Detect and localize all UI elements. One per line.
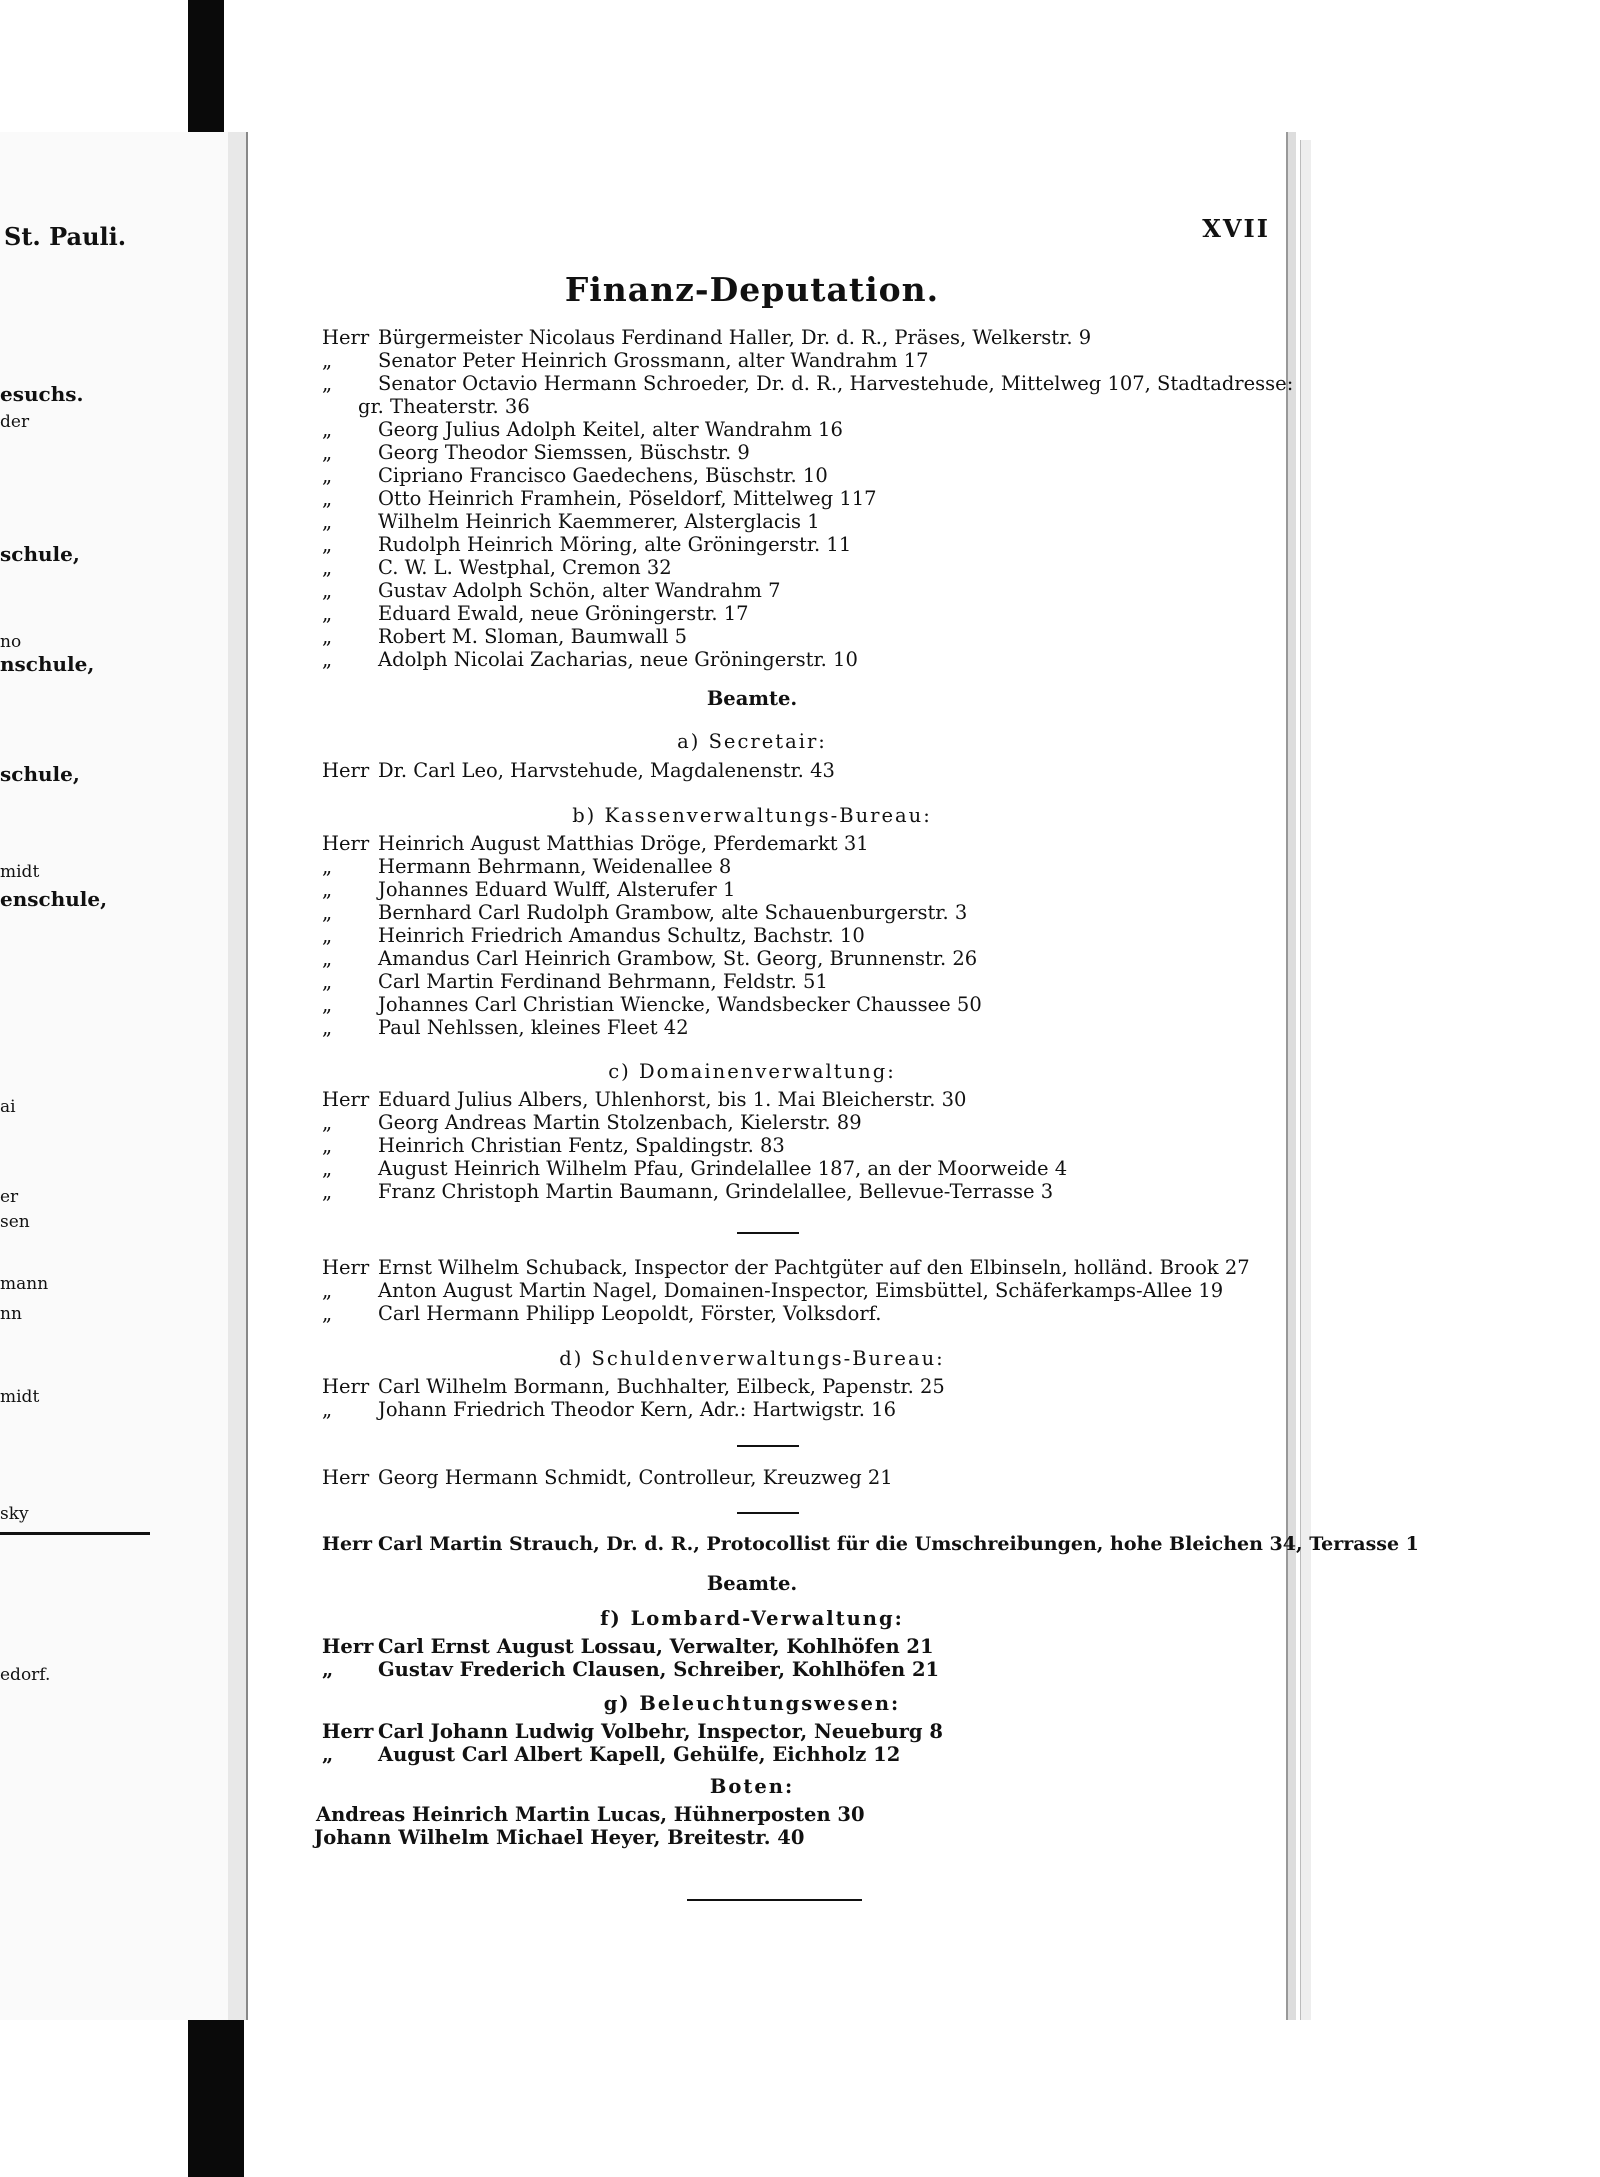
member-line: „ Eduard Ewald, neue Gröningerstr. 17 bbox=[322, 602, 749, 625]
scan-binding-top bbox=[188, 0, 224, 135]
beamte-heading: Beamte. bbox=[706, 687, 798, 710]
end-rule bbox=[687, 1899, 862, 1901]
member-line: „ Georg Theodor Siemssen, Büschstr. 9 bbox=[322, 441, 750, 464]
left-fragment: nschule, bbox=[0, 652, 95, 676]
left-divider bbox=[0, 1532, 150, 1535]
left-fragment: schule, bbox=[0, 542, 80, 566]
section-c-line: Herr Ernst Wilhelm Schuback, Inspector der Pachtgüter auf den Elbinseln, holländ. Brook 27 bbox=[322, 1256, 1250, 1279]
section-d-line: „ Johann Friedrich Theodor Kern, Adr.: Hartwigstr. 16 bbox=[322, 1398, 896, 1421]
section-f-line: Herr Carl Ernst August Lossau, Verwalter, Kohlhöfen 21 bbox=[322, 1635, 934, 1658]
member-line: „ C. W. L. Westphal, Cremon 32 bbox=[322, 556, 672, 579]
member-line: „ Senator Octavio Hermann Schroeder, Dr. d. R., Harvestehude, Mittelweg 107, Stadtadresse: bbox=[322, 372, 1294, 395]
section-a-line: Herr Dr. Carl Leo, Harvstehude, Magdalenenstr. 43 bbox=[322, 759, 835, 782]
left-fragment: midt bbox=[0, 1387, 40, 1407]
section-divider bbox=[737, 1232, 799, 1234]
section-b-line: „ Bernhard Carl Rudolph Grambow, alte Schauenburgerstr. 3 bbox=[322, 901, 968, 924]
section-b-line: „ Paul Nehlssen, kleines Fleet 42 bbox=[322, 1016, 689, 1039]
section-b-line: Herr Heinrich August Matthias Dröge, Pferdemarkt 31 bbox=[322, 832, 869, 855]
left-fragment: sky bbox=[0, 1504, 29, 1524]
section-b-line: „ Johannes Carl Christian Wiencke, Wandsbecker Chaussee 50 bbox=[322, 993, 982, 1016]
left-fragment: St. Pauli. bbox=[4, 222, 127, 251]
boten-line: Johann Wilhelm Michael Heyer, Breitestr. 40 bbox=[314, 1826, 805, 1849]
left-fragment: esuchs. bbox=[0, 382, 84, 406]
member-line: „ Rudolph Heinrich Möring, alte Gröningerstr. 11 bbox=[322, 533, 852, 556]
left-fragment: no bbox=[0, 632, 22, 652]
left-fragment: er bbox=[0, 1187, 19, 1207]
section-b-line: „ Johannes Eduard Wulff, Alsterufer 1 bbox=[322, 878, 736, 901]
member-line: „ Senator Peter Heinrich Grossmann, alter Wandrahm 17 bbox=[322, 349, 929, 372]
right-page bbox=[246, 132, 1419, 2020]
section-c-line: „ Heinrich Christian Fentz, Spaldingstr. 83 bbox=[322, 1134, 785, 1157]
beamte-heading-2: Beamte. bbox=[706, 1572, 798, 1595]
section-b-line: „ Carl Martin Ferdinand Behrmann, Feldstr. 51 bbox=[322, 970, 828, 993]
member-line: Herr Bürgermeister Nicolaus Ferdinand Haller, Dr. d. R., Präses, Welkerstr. 9 bbox=[322, 326, 1092, 349]
left-fragment: sen bbox=[0, 1212, 30, 1232]
section-f-heading: f) Lombard-Verwaltung: bbox=[600, 1607, 904, 1630]
book-gutter bbox=[228, 132, 246, 2020]
section-b-heading: b) Kassenverwaltungs-Bureau: bbox=[572, 804, 932, 827]
scan-binding-bottom bbox=[188, 2015, 244, 2177]
section-c-line: „ August Heinrich Wilhelm Pfau, Grindelallee 187, an der Moorweide 4 bbox=[322, 1157, 1068, 1180]
section-c-line: „ Georg Andreas Martin Stolzenbach, Kielerstr. 89 bbox=[322, 1111, 862, 1134]
member-line: „ Cipriano Francisco Gaedechens, Büschstr. 10 bbox=[322, 464, 828, 487]
boten-heading: Boten: bbox=[709, 1775, 795, 1798]
boten-line: Andreas Heinrich Martin Lucas, Hühnerposten 30 bbox=[316, 1803, 865, 1826]
controlleur-line: Herr Georg Hermann Schmidt, Controlleur, Kreuzweg 21 bbox=[322, 1466, 893, 1489]
left-fragment: edorf. bbox=[0, 1665, 51, 1685]
protocollist-line: Herr Carl Martin Strauch, Dr. d. R., Protocollist für die Umschreibungen, hohe Bleichen 34, Terrasse 1 bbox=[322, 1533, 1419, 1555]
section-a-heading: a) Secretair: bbox=[677, 730, 827, 753]
member-line: „ Wilhelm Heinrich Kaemmerer, Alsterglacis 1 bbox=[322, 510, 820, 533]
section-g-heading: g) Beleuchtungswesen: bbox=[603, 1692, 901, 1715]
left-fragment: ai bbox=[0, 1097, 16, 1117]
member-line: „ Robert M. Sloman, Baumwall 5 bbox=[322, 625, 687, 648]
page-edge bbox=[1300, 140, 1311, 2020]
page-number: XVII bbox=[1202, 214, 1270, 243]
section-g-line: „ August Carl Albert Kapell, Gehülfe, Eichholz 12 bbox=[322, 1743, 901, 1766]
section-c-line: „ Franz Christoph Martin Baumann, Grindelallee, Bellevue-Terrasse 3 bbox=[322, 1180, 1054, 1203]
left-fragment: midt bbox=[0, 862, 40, 882]
section-c-line: „ Carl Hermann Philipp Leopoldt, Förster, Volksdorf. bbox=[322, 1302, 882, 1325]
section-d-heading: d) Schuldenverwaltungs-Bureau: bbox=[559, 1347, 945, 1370]
section-b-line: „ Heinrich Friedrich Amandus Schultz, Bachstr. 10 bbox=[322, 924, 865, 947]
section-c-line: „ Anton August Martin Nagel, Domainen-Inspector, Eimsbüttel, Schäferkamps-Allee 19 bbox=[322, 1279, 1224, 1302]
member-line: „ Otto Heinrich Framhein, Pöseldorf, Mittelweg 117 bbox=[322, 487, 877, 510]
page-title: Finanz-Deputation. bbox=[564, 270, 940, 309]
left-fragment: mann bbox=[0, 1274, 49, 1294]
section-divider bbox=[737, 1512, 799, 1514]
member-line: „ Adolph Nicolai Zacharias, neue Gröningerstr. 10 bbox=[322, 648, 858, 671]
left-fragment: nn bbox=[0, 1304, 22, 1324]
member-line-continuation: gr. Theaterstr. 36 bbox=[358, 395, 530, 418]
left-page-edge bbox=[0, 132, 231, 2020]
section-divider bbox=[737, 1445, 799, 1447]
section-c-heading: c) Domainenverwaltung: bbox=[608, 1060, 896, 1083]
member-line: „ Georg Julius Adolph Keitel, alter Wandrahm 16 bbox=[322, 418, 843, 441]
section-f-line: „ Gustav Frederich Clausen, Schreiber, Kohlhöfen 21 bbox=[322, 1658, 940, 1681]
left-fragment: enschule, bbox=[0, 887, 108, 911]
section-g-line: Herr Carl Johann Ludwig Volbehr, Inspector, Neueburg 8 bbox=[322, 1720, 943, 1743]
section-c-line: Herr Eduard Julius Albers, Uhlenhorst, bis 1. Mai Bleicherstr. 30 bbox=[322, 1088, 967, 1111]
left-fragment: schule, bbox=[0, 762, 80, 786]
section-b-line: „ Amandus Carl Heinrich Grambow, St. Georg, Brunnenstr. 26 bbox=[322, 947, 978, 970]
member-line: „ Gustav Adolph Schön, alter Wandrahm 7 bbox=[322, 579, 781, 602]
section-b-line: „ Hermann Behrmann, Weidenallee 8 bbox=[322, 855, 732, 878]
section-d-line: Herr Carl Wilhelm Bormann, Buchhalter, Eilbeck, Papenstr. 25 bbox=[322, 1375, 945, 1398]
left-fragment: der bbox=[0, 412, 30, 432]
